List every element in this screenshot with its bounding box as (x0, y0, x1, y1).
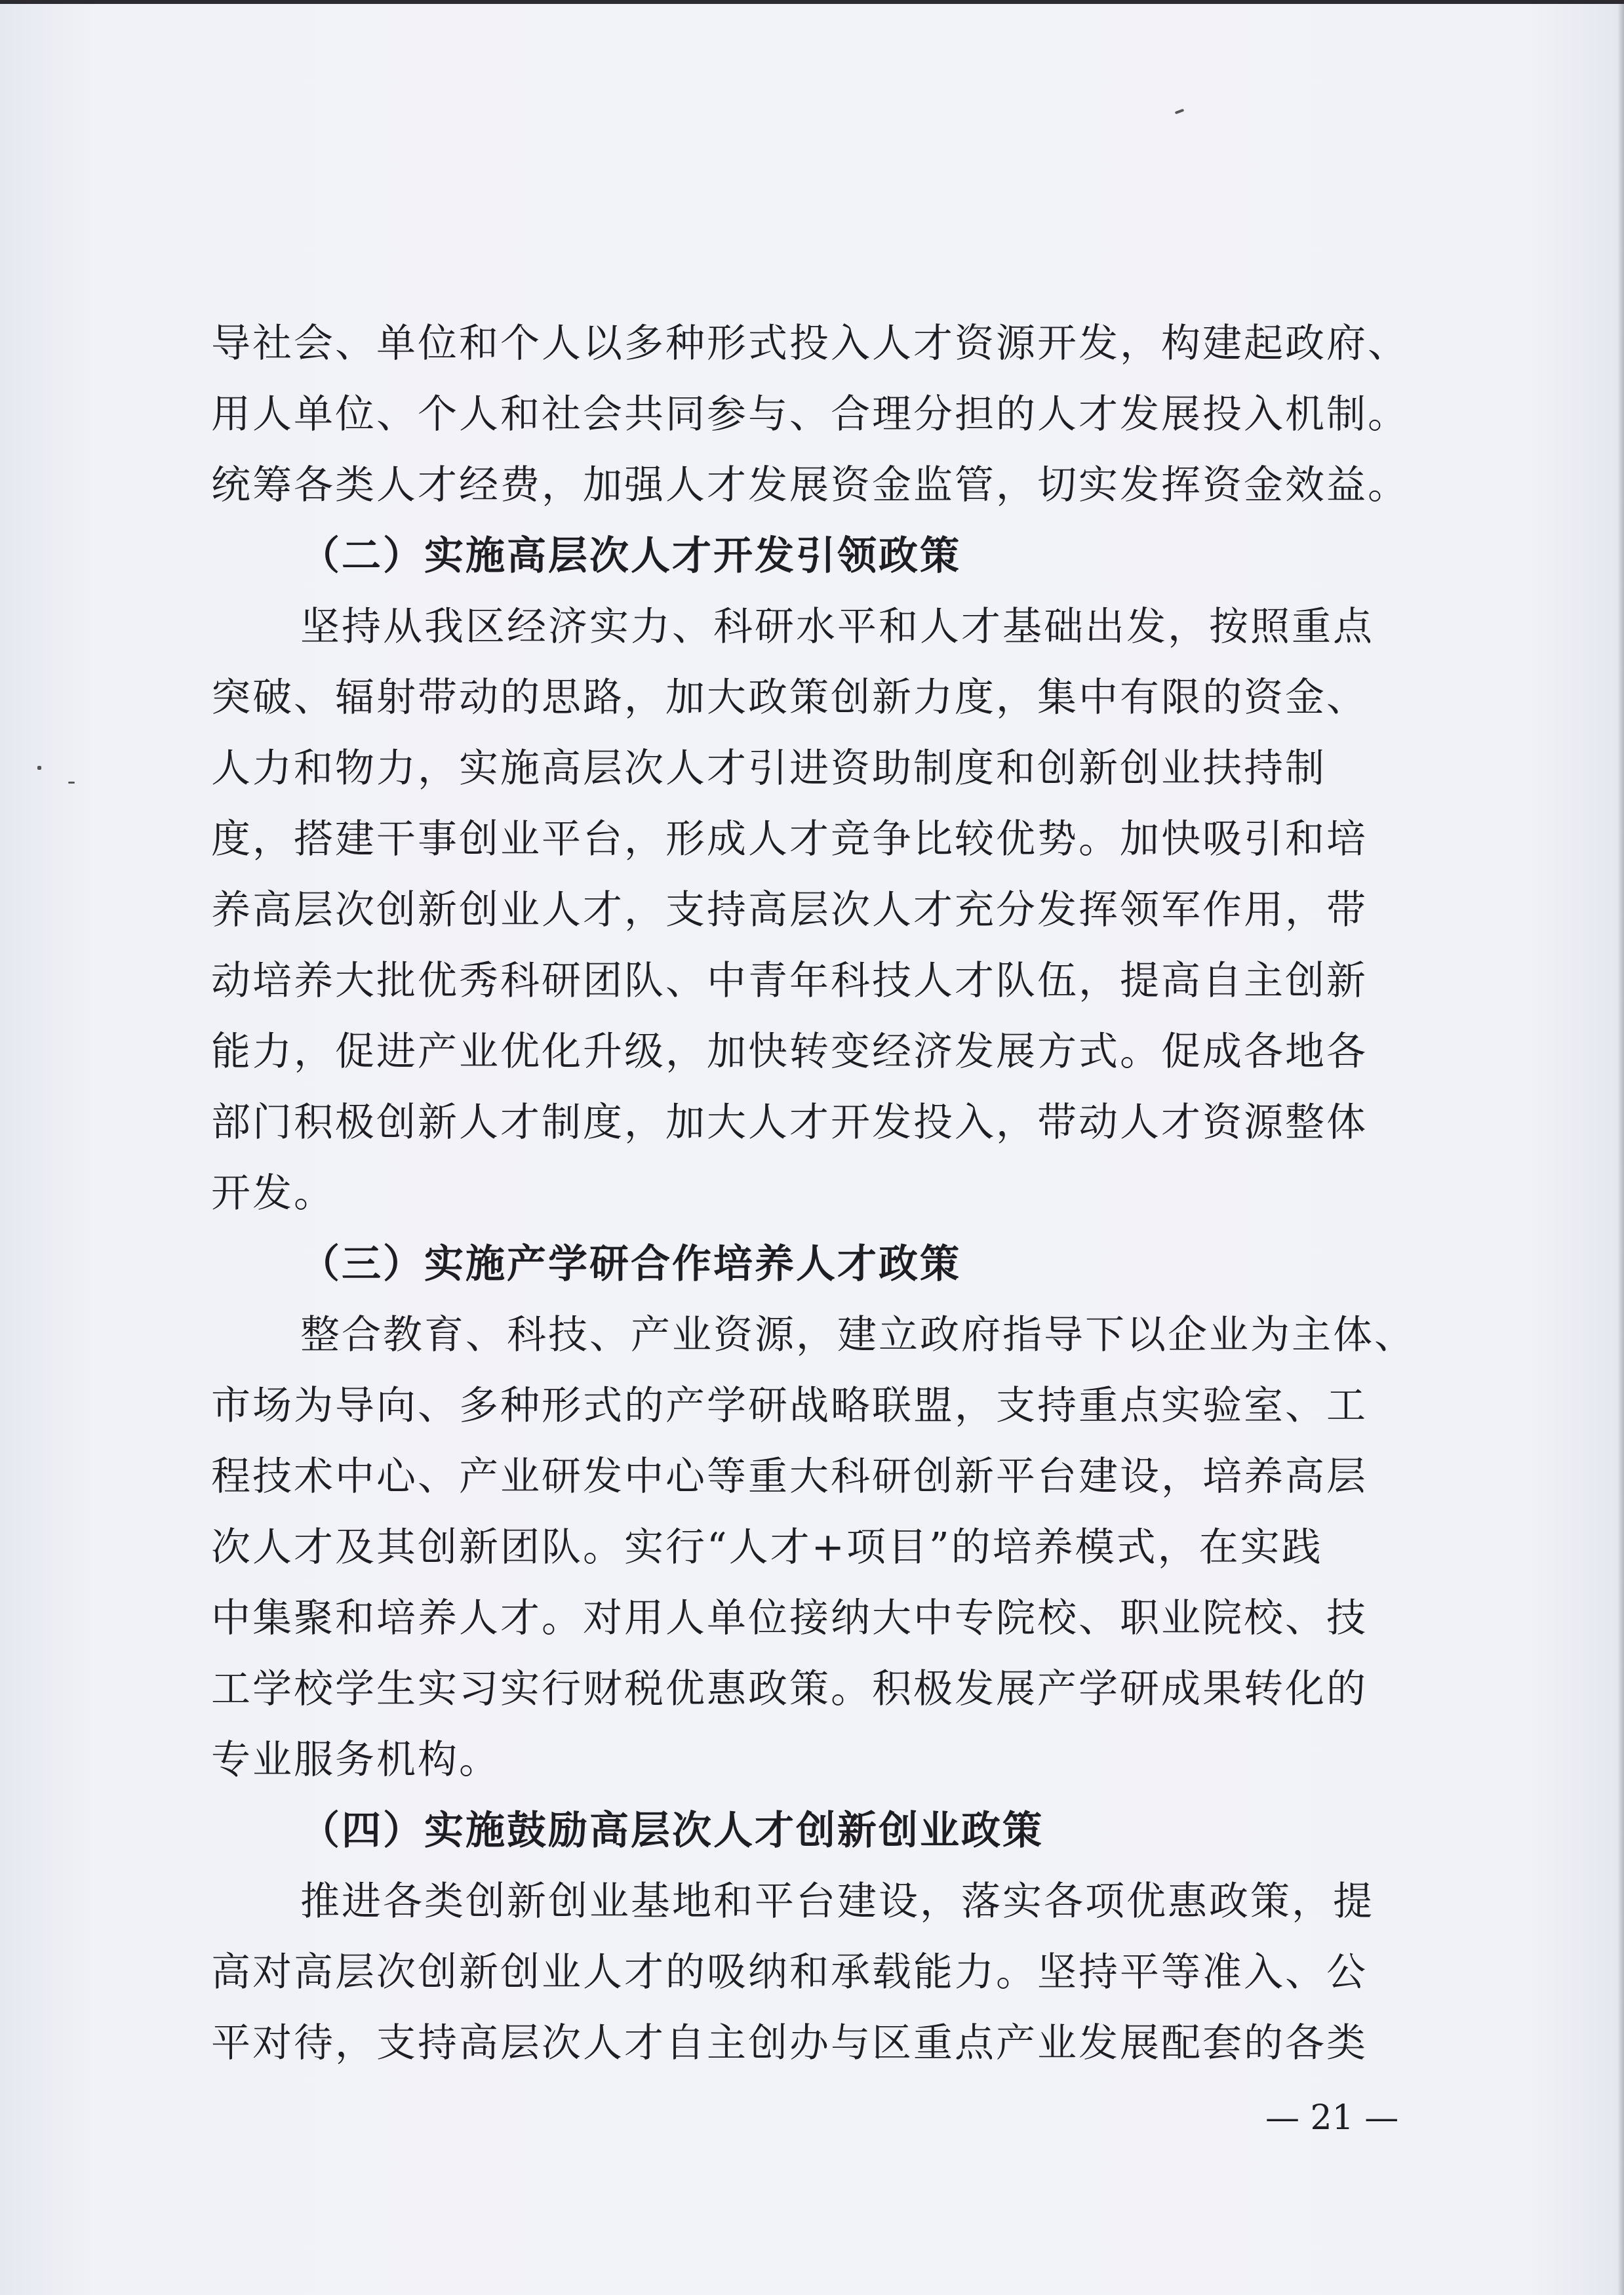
paragraph-line: 人力和物力，实施高层次人才引进资助制度和创新创业扶持制 (211, 746, 1326, 791)
scan-speck (68, 782, 75, 784)
paragraph-line: 工学校学生实习实行财税优惠政策。积极发展产学研成果转化的 (211, 1666, 1368, 1712)
paragraph-line: 突破、辐射带动的思路，加大政策创新力度，集中有限的资金、 (211, 675, 1368, 721)
paragraph-line: 推进各类创新创业基地和平台建设，落实各项优惠政策，提 (300, 1879, 1374, 1925)
paragraph-line: 平对待，支持高层次人才自主创办与区重点产业发展配套的各类 (211, 2020, 1368, 2066)
scan-speck (37, 766, 41, 770)
scan-top-edge (0, 0, 1624, 4)
section-heading-2: （二）实施高层次人才开发引领政策 (300, 533, 961, 579)
paragraph-line: 部门积极创新人才制度，加大人才开发投入，带动人才资源整体 (211, 1100, 1368, 1146)
paragraph-line: 整合教育、科技、产业资源，建立政府指导下以企业为主体、 (300, 1312, 1416, 1358)
paragraph-line: 次人才及其创新团队。实行“人才+项目”的培养模式，在实践 (211, 1525, 1323, 1570)
paragraph-line: 能力，促进产业优化升级，加快转变经济发展方式。促成各地各 (211, 1029, 1368, 1075)
section-heading-4: （四）实施鼓励高层次人才创新创业政策 (300, 1808, 1044, 1854)
paragraph-line: 养高层次创新创业人才，支持高层次人才充分发挥领军作用，带 (211, 887, 1368, 933)
scan-right-edge (1617, 0, 1624, 2295)
section-heading-3: （三）实施产学研合作培养人才政策 (300, 1241, 961, 1287)
paragraph-line: 专业服务机构。 (211, 1737, 500, 1783)
paragraph-line: 市场为导向、多种形式的产学研战略联盟，支持重点实验室、工 (211, 1383, 1368, 1429)
paragraph-line: 导社会、单位和个人以多种形式投入人才资源开发，构建起政府、 (211, 321, 1409, 367)
paragraph-line: 中集聚和培养人才。对用人单位接纳大中专院校、职业院校、技 (211, 1595, 1368, 1641)
paragraph-line: 程技术中心、产业研发中心等重大科研创新平台建设，培养高层 (211, 1454, 1368, 1500)
paragraph-line: 度，搭建干事创业平台，形成人才竞争比较优势。加快吸引和培 (211, 816, 1368, 862)
body-text (211, 308, 1424, 2079)
paragraph-line: 高对高层次创新创业人才的吸纳和承载能力。坚持平等准入、公 (211, 1949, 1368, 1995)
paragraph-line: 用人单位、个人和社会共同参与、合理分担的人才发展投入机制。 (211, 391, 1409, 437)
scan-speck (1175, 109, 1185, 115)
paragraph-line: 统筹各类人才经费，加强人才发展资金监管，切实发挥资金效益。 (211, 462, 1409, 508)
paragraph-line: 动培养大批优秀科研团队、中青年科技人才队伍，提高自主创新 (211, 958, 1368, 1004)
paragraph-line: 开发。 (211, 1170, 335, 1216)
paragraph-line: 坚持从我区经济实力、科研水平和人才基础出发，按照重点 (300, 604, 1374, 650)
page-number: — 21 — (1265, 2098, 1399, 2138)
